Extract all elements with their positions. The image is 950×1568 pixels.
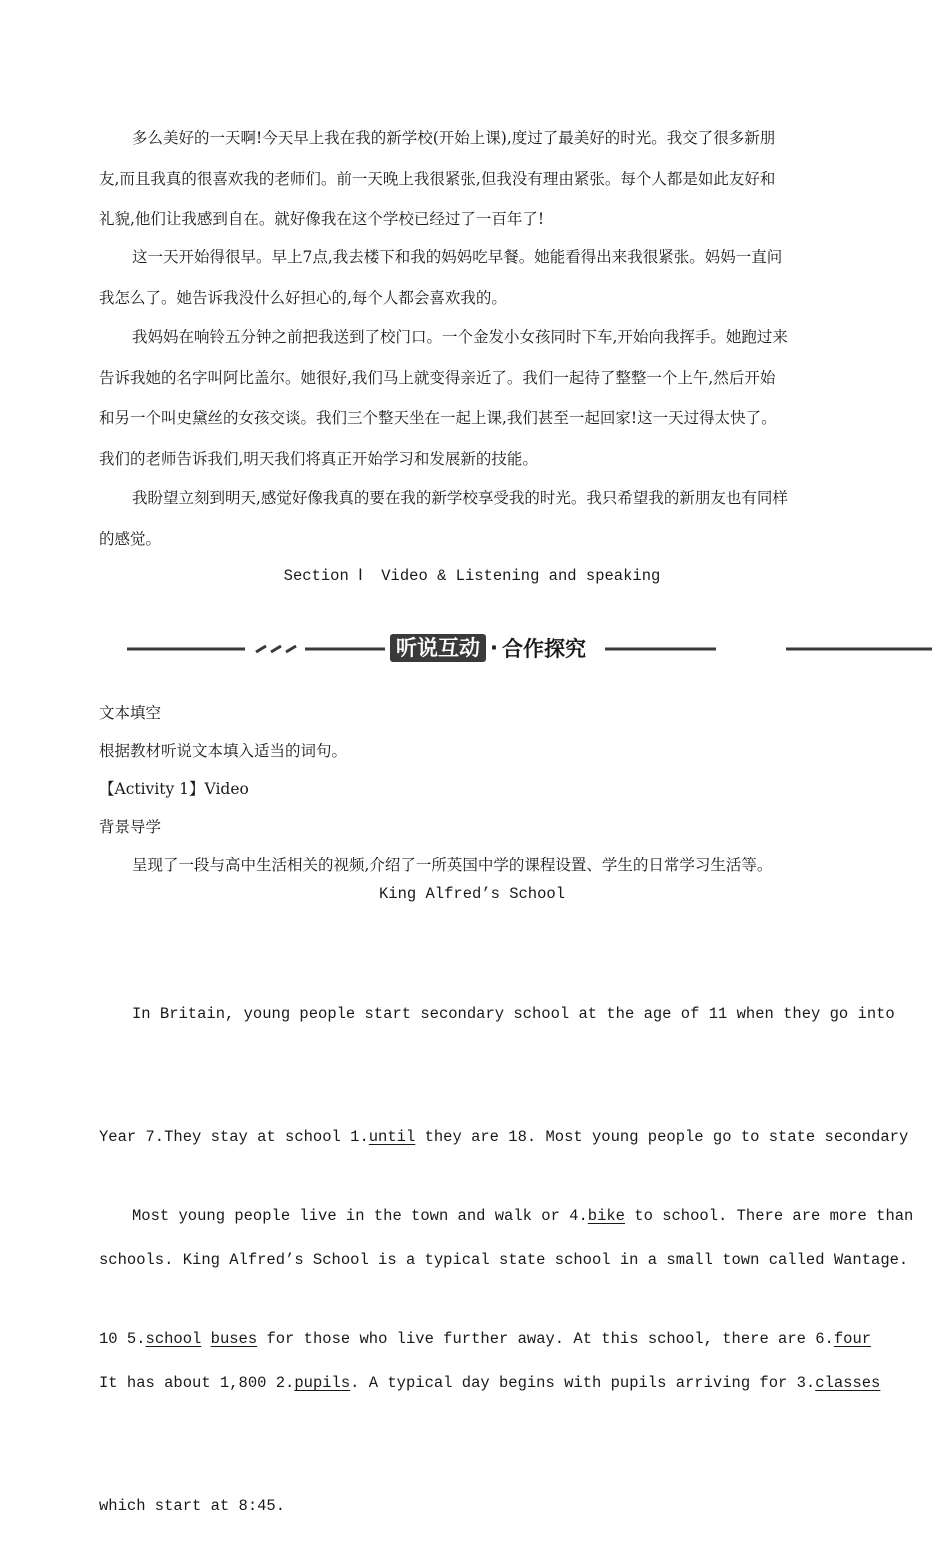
translation-paragraph-4 (99, 478, 845, 559)
text-run: for those who live further away. At this school, there are 6. (257, 1330, 834, 1348)
text-line: 和另一个叫史黛丝的女孩交谈。我们三个整天坐在一起上课,我们甚至一起回家!这一天过得太快了。 (99, 409, 777, 427)
passage-line: schools. King Alfred’s School is a typical state school in a small town called Wantage. (99, 1251, 909, 1269)
banner-label: 合作探究 (501, 637, 586, 661)
passage-line: which start at 8:45. (99, 1497, 286, 1515)
answer-2: pupils (294, 1374, 351, 1392)
text-run: It has about 1,800 2. (99, 1374, 295, 1392)
answer-1: until (368, 1128, 416, 1146)
answer-5b: buses (210, 1330, 258, 1348)
translation-paragraph-1 (99, 118, 845, 240)
section-title: Section Ⅰ Video & Listening and speaking (283, 567, 661, 585)
answer-6: four (833, 1330, 872, 1348)
translation-paragraph-2 (99, 237, 845, 318)
passage-line (99, 1319, 872, 1360)
text-line: 这一天开始得很早。早上7点,我去楼下和我的妈妈吃早餐。她能看得出来我很紧张。妈妈一直问 (132, 248, 783, 266)
text-line: 我盼望立刻到明天,感觉好像我真的要在我的新学校享受我的时光。我只希望我的新朋友也有同样 (132, 489, 788, 507)
exercise-heading: 文本填空 (99, 704, 162, 722)
text-run: Most young people live in the town and walk or 4. (132, 1207, 588, 1225)
passage-line (99, 1196, 914, 1237)
translation-paragraph-3 (99, 317, 845, 479)
text-line: 礼貌,他们让我感到自在。就好像我在这个学校已经过了一百年了! (99, 210, 545, 228)
background-text: 呈现了一段与高中生活相关的视频,介绍了一所英国中学的课程设置、学生的日常学习生活等。 (132, 856, 773, 874)
exercise-instruction: 根据教材听说文本填入适当的词句。 (99, 742, 348, 760)
text-run: . A typical day begins with pupils arriving for 3. (350, 1374, 816, 1392)
banner-separator: · (490, 636, 498, 660)
passage-line: In Britain, young people start secondary school at the age of 11 when they go into (132, 1005, 895, 1023)
exercise-intro (99, 694, 845, 884)
section-banner (390, 633, 586, 663)
text-run: they are 18. Most young people go to state secondary (415, 1128, 909, 1146)
background-heading: 背景导学 (99, 818, 162, 836)
text-line: 的感觉。 (99, 529, 162, 548)
text-line: 我怎么了。她告诉我没什么好担心的,每个人都会喜欢我的。 (99, 288, 507, 307)
passage-title: King Alfred’s School (378, 885, 566, 903)
text-line: 我妈妈在响铃五分钟之前把我送到了校门口。一个金发小女孩同时下车,开始向我挥手。她跑过来 (132, 328, 788, 346)
text-line: 多么美好的一天啊!今天早上我在我的新学校(开始上课),度过了最美好的时光。我交了很多新朋 (132, 129, 776, 147)
answer-3: classes (815, 1374, 881, 1392)
activity-label: 【Activity 1】Video (99, 780, 249, 798)
text-run: to school. There are more than (625, 1207, 914, 1225)
answer-4: bike (587, 1207, 625, 1225)
text-run: Year 7.They stay at school 1. (99, 1128, 369, 1146)
text-line: 我们的老师告诉我们,明天我们将真正开始学习和发展新的技能。 (99, 449, 538, 468)
text-line: 告诉我她的名字叫阿比盖尔。她很好,我们马上就变得亲近了。我们一起待了整整一个上午,然后开始 (99, 368, 776, 387)
text-line: 友,而且我真的很喜欢我的老师们。前一天晚上我很紧张,但我没有理由紧张。每个人都是如此友好和 (99, 169, 776, 188)
text-run: 10 5. (99, 1330, 146, 1348)
answer-5a: school (145, 1330, 202, 1348)
banner-label-box: 听说互动 (390, 634, 486, 662)
